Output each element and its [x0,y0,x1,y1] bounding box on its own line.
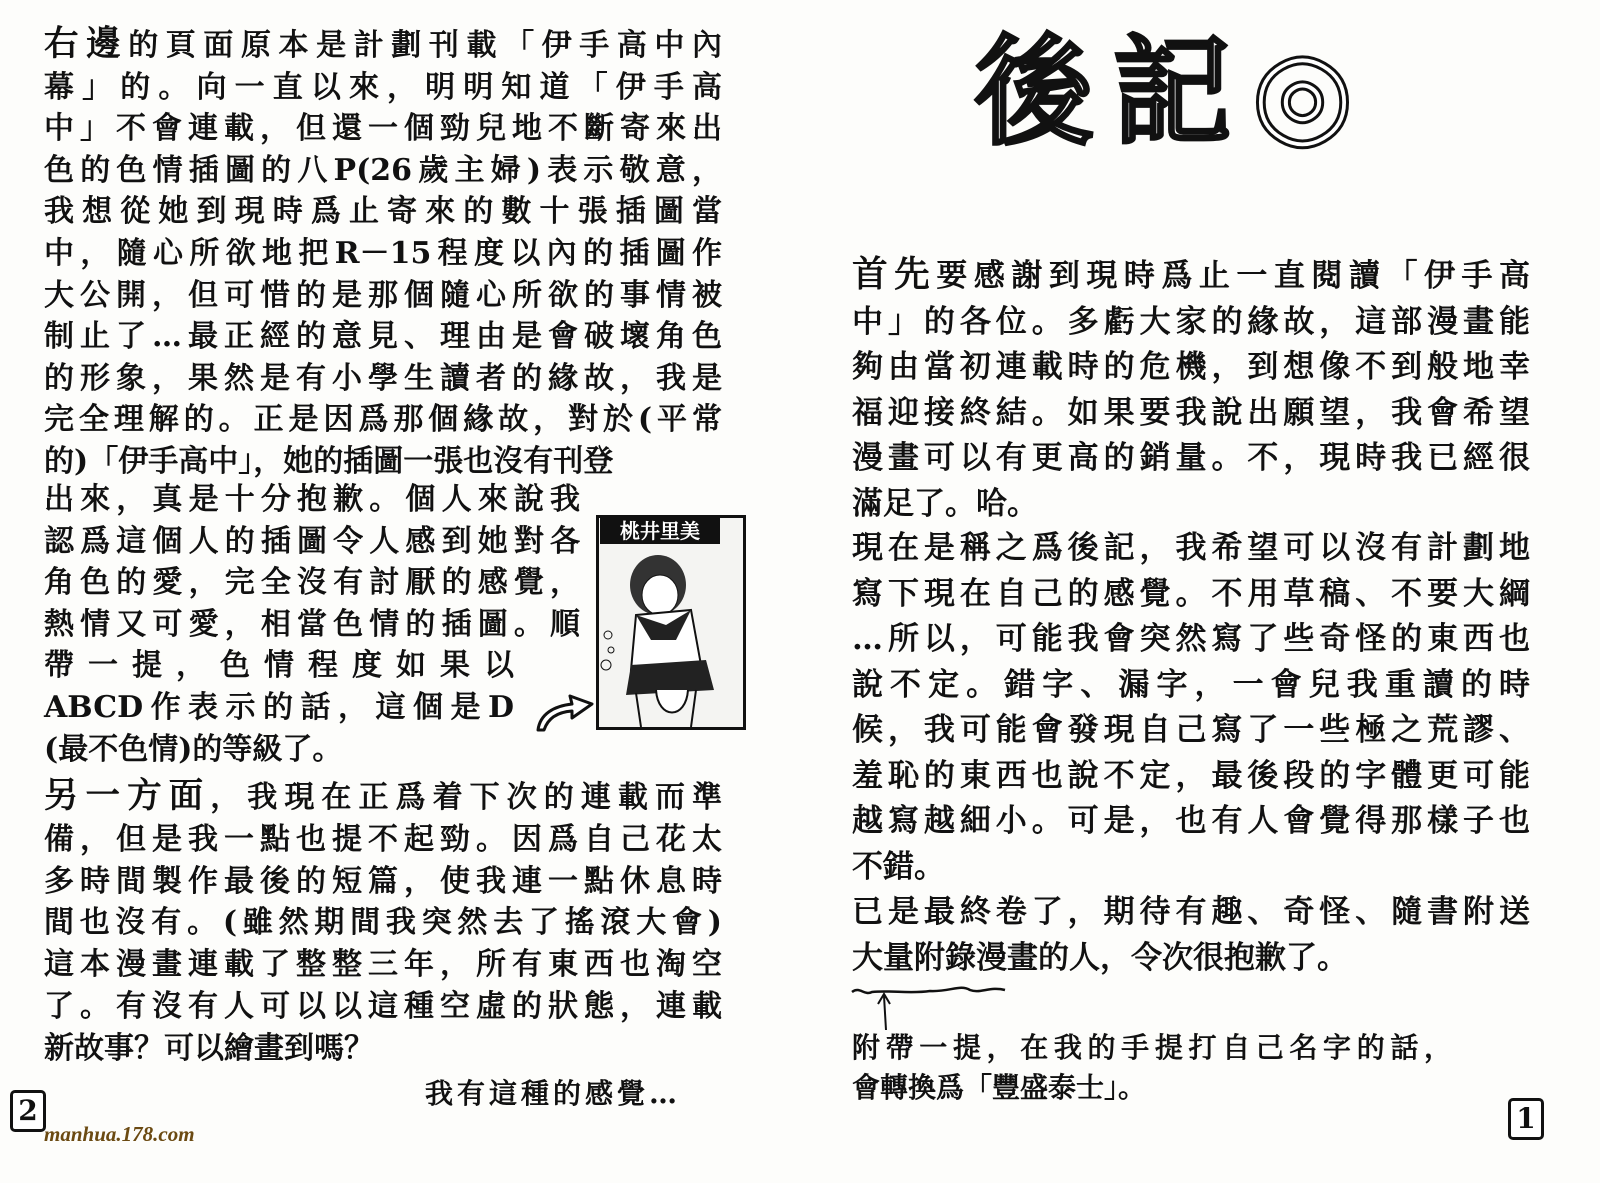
line-text: 中」不會連載，但還一個勁兒地不斷寄來出 [44,111,722,147]
squiggle-arrow-icon [850,982,1010,1032]
text-line [852,799,1530,845]
line-text: 候，我可能會發現自己寫了一些極之荒謬、 [852,712,1530,748]
watermark: manhua.178.com [44,1122,195,1146]
left-paragraph-2 [44,776,722,1070]
afterword-title: 後記◎ [975,22,1374,161]
text-line [44,776,722,819]
page-number-right: 1 [1508,1098,1544,1140]
right-paragraph-1 [852,252,1530,527]
line-text: 的形象，果然是有小學生讀者的緣故，我是 [44,360,722,396]
signoff-text: 我有這種的感覺… [425,1077,682,1110]
line-text: 了。有沒有人可以以這種空虛的狀態，連載 [44,988,722,1024]
line-text: 漫畫可以有更高的銷量。不，現時我已經很 [852,440,1530,476]
line-text: 熱情又可愛，相當色情的插圖。順 [44,606,580,642]
text-line [44,233,722,275]
lead-words: 另一方面 [44,776,211,816]
line-text: 認爲這個人的插圖令人感到她對各 [44,523,580,559]
text-line [852,936,1530,982]
text-line [44,902,722,944]
text-line [852,890,1530,936]
text-line [44,729,580,771]
text-line [44,108,722,150]
line-text: 我想從她到現時爲止寄來的數十張插圖當 [44,194,722,230]
line-text: 的)「伊手高中」，她的插圖一張也沒有刊登 [44,443,614,479]
line-text: 不錯。 [852,848,945,885]
line-text: 大量附錄漫畫的人，令次很抱歉了。 [852,939,1348,976]
fan-illustration [596,515,746,730]
text-line [852,754,1530,800]
line-text: 越寫越細小。可是，也有人會覺得那樣子也 [852,803,1530,839]
line-text: 間也沒有。(雖然期間我突然去了搖滾大會) [44,905,722,941]
text-line [44,316,722,358]
line-text: 寫下現在自己的感覺。不用草稿、不要大綱 [852,575,1530,612]
line-text: 新故事？可以繪畫到嗎？ [44,1030,374,1066]
right-paragraph-2 [852,526,1530,890]
text-line [44,441,722,483]
line-text: 羞恥的東西也說不定，最後段的字體更可能 [852,757,1530,794]
lead-words: 首先 [852,254,937,295]
text-line [852,482,1530,528]
line-text: 這本漫畫連載了整整三年，所有東西也淘空 [44,947,722,983]
text-line [852,526,1530,572]
line-text: 出來，真是十分抱歉。個人來說我 [44,482,580,517]
lead-words: 右邊 [44,24,129,64]
text-line [852,252,1530,300]
text-line [44,399,722,441]
line-text: 現在是稱之爲後記，我希望可以沒有計劃地 [852,530,1530,566]
text-line [44,819,722,861]
line-text: 完全理解的。正是因爲那個緣故，對於(平常 [44,402,722,438]
text-line [44,67,722,109]
text-line [852,1028,1452,1068]
line-text: 大公開，但可惜的是那個隨心所欲的事情被 [44,277,722,313]
footnote [852,1028,1452,1108]
line-text: 幕」的。向一直以來，明明知道「伊手高 [44,69,722,105]
page-number-left: 2 [10,1090,46,1132]
text-line [44,150,722,192]
text-line [44,986,722,1028]
line-text: 多時間製作最後的短篇，使我連一點休息時 [44,863,722,899]
text-line [44,944,722,986]
text-line [44,479,580,521]
line-text: ，我現在正爲着下次的連載而準 [210,780,723,815]
text-line [852,345,1530,391]
text-line [44,562,580,604]
line-text: 制止了…最正經的意見、理由是會破壞角色 [44,319,722,355]
text-line [44,604,580,646]
text-line [852,708,1530,754]
text-line [852,300,1530,346]
left-paragraph-1 [44,24,722,483]
text-line [44,191,722,233]
line-text: …所以，可能我會突然寫了些奇怪的東西也 [852,621,1530,657]
line-text: 會轉換爲「豐盛泰士」。 [852,1071,1147,1104]
text-line [852,436,1530,482]
right-paragraph-3 [852,890,1530,981]
line-text: (最不色情)的等級了。 [44,731,343,767]
text-line [44,24,722,67]
line-text: 帶一提，色情程度如果以 [44,648,514,684]
line-text: 的頁面原本是計劃刊載「伊手高中內 [128,28,723,63]
text-line [44,275,722,317]
line-text: ABCD作表示的話，這個是D [44,689,514,725]
line-text: 角色的愛，完全沒有討厭的感覺， [44,565,580,601]
line-text: 滿足了。哈。 [852,485,1038,522]
left-paragraph-1-continued [44,479,580,770]
line-text: 中」的各位。多虧大家的緣故，這部漫畫能 [852,303,1530,340]
line-text: 夠由當初連載時的危機，到想像不到般地幸 [852,349,1530,385]
text-line [44,687,514,729]
text-line [44,358,722,400]
text-line [44,861,722,903]
text-line [852,391,1530,437]
line-text: 中，隨心所欲地把R－15程度以內的插圖作 [44,235,722,271]
curved-arrow-icon [532,684,596,734]
text-line [852,663,1530,709]
line-text: 說不定。錯字、漏字，一會兒我重讀的時 [852,666,1530,703]
line-text: 要感謝到現時爲止一直閱讀「伊手高 [936,258,1530,294]
text-line [852,617,1530,663]
line-text: 已是最終卷了，期待有趣、奇怪、隨書附送 [852,894,1530,930]
illustration-title: 桃井里美 [600,518,720,544]
text-line [44,521,580,563]
text-line [852,1068,1452,1108]
line-text: 福迎接終結。如果要我說出願望，我會希望 [852,394,1530,431]
text-line [852,845,1530,891]
line-text: 備，但是我一點也提不起勁。因爲自己花太 [44,821,722,857]
line-text: 附帶一提，在我的手提打自己名字的話， [852,1031,1452,1064]
line-text: 色的色情插圖的八P(26歲主婦)表示敬意， [44,152,722,188]
text-line [44,645,514,687]
text-line [44,1028,722,1070]
text-line [852,572,1530,618]
